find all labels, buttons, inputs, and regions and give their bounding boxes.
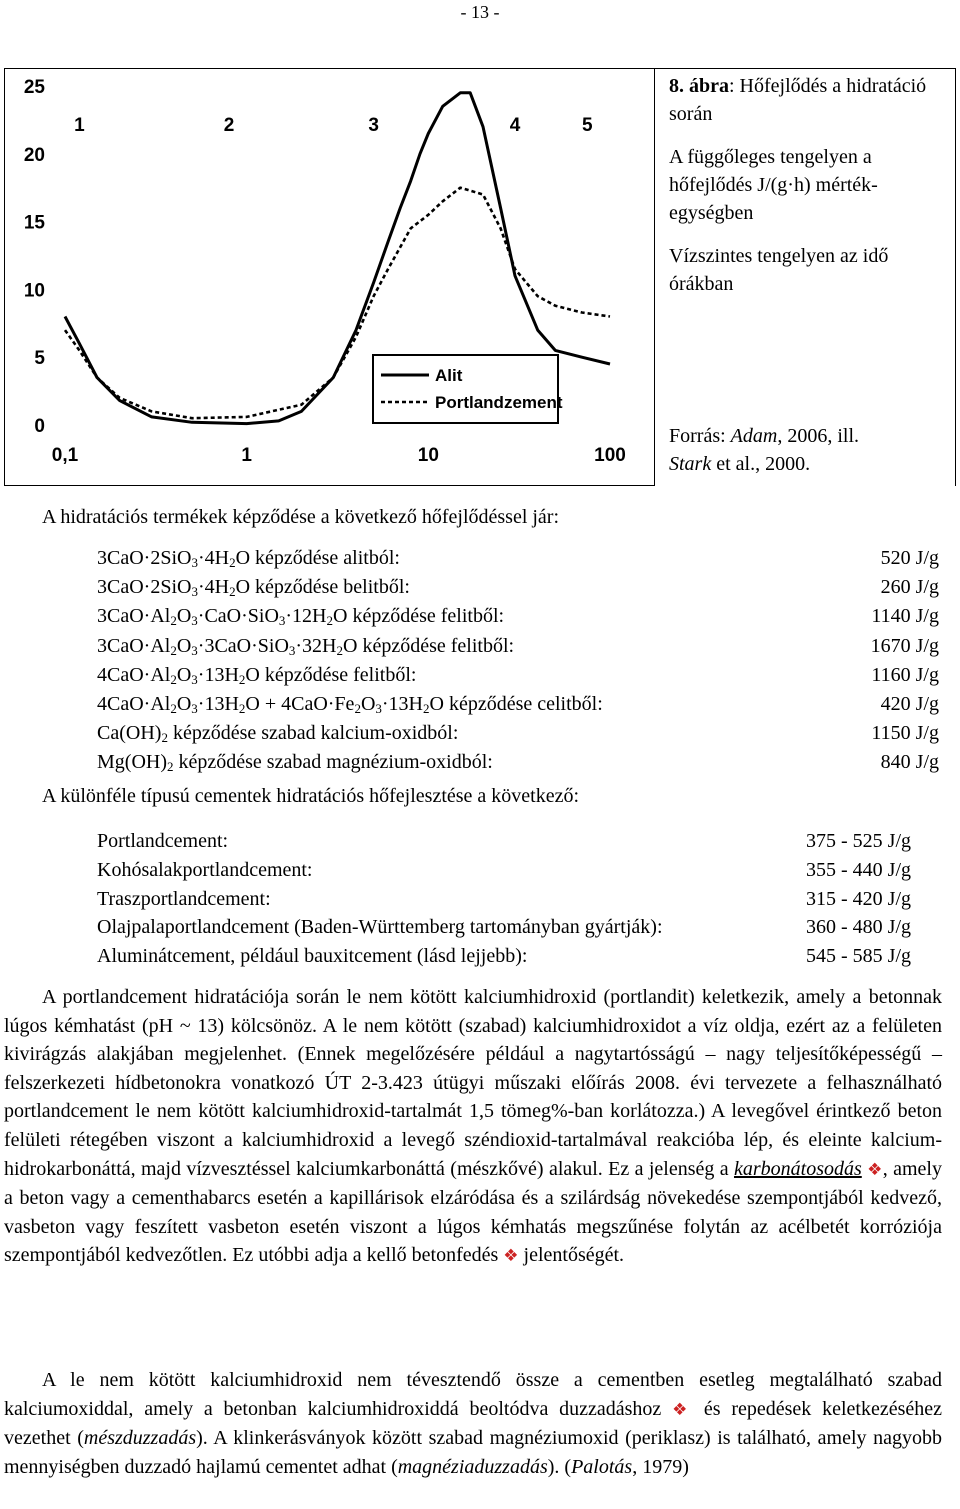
- reaction-label: $4CaO\cdot Al_2O_3\cdot 13H_2O$ képződése felitből:: [97, 663, 417, 687]
- para1-text-1: A portlandcement hidratációja során le nem kötött kalciumhidroxid (portlandit) keletkezik, amely a betonnak lúgos kémhatást (pH ~ 13) kölcsönöz. A le nem kötött (szabad) kalciumhidroxidot a víz oldja, ezért az a felületen kivirágzás alakjában megjelenhet. (Ennek megelőzésére például a nagytartósságú – nagy teljesítőképességű – felszerkezeti hídbetonokra vonatkozó ÚT 2-3.423 útügyi műszaki előírás 2008. évi tervezete a felhasználható portlandcement le nem kötött kalciumhidroxid-tartalmát 1,5 tömeg%-ban korlátozza.) A levegővel érintkező beton felületi rétegében viszont a kalciumhidroxid a levegő széndioxid-tartalmával reakcióba lép, és eleinte kalcium-hidrokarbonáttá, majd vízvesztéssel kalciumkarbonáttá (mészkővé) alakul. Ez a jelenség a: [4, 986, 942, 1180]
- cement-label: Aluminátcement, például bauxitcement (lásd lejjebb):: [97, 945, 528, 968]
- reaction-value: 260 J/g: [880, 576, 939, 599]
- x-tick-label: 1: [241, 445, 252, 466]
- reaction-row: [97, 573, 939, 602]
- reaction-row: [97, 632, 939, 661]
- y-tick-label: 5: [34, 348, 45, 370]
- reaction-row: [97, 544, 939, 573]
- legend-label: Portlandzement: [435, 393, 563, 412]
- reaction-row: [97, 661, 939, 690]
- page-number: - 13 -: [460, 2, 500, 22]
- cement-label: Kohósalakportlandcement:: [97, 858, 313, 881]
- reaction-label: $3CaO\cdot Al_2O_3\cdot 3CaO\cdot SiO_3\cdot 32H_2O$ képződése felitből:: [97, 634, 515, 658]
- y-tick-label: 15: [23, 212, 45, 234]
- y-tick-label: 0: [34, 416, 45, 437]
- reactions-intro: A hidratációs termékek képződése a következő hőfejlődéssel jár:: [42, 506, 560, 528]
- source-suffix: et al., 2000.: [711, 453, 811, 475]
- diamond-bullet-icon: ❖: [503, 1246, 519, 1267]
- x-tick-label: 100: [594, 445, 626, 466]
- phase-label: 1: [74, 115, 85, 136]
- cement-value: 355 - 440 J/g: [806, 858, 911, 881]
- cement-value: 315 - 420 J/g: [806, 887, 911, 910]
- phase-label: 2: [223, 115, 235, 136]
- reaction-value: 1140 J/g: [871, 605, 939, 628]
- reaction-value: 1150 J/g: [871, 722, 939, 745]
- x-axis-note: Vízszintes tengelyen az idő órákban: [669, 245, 889, 295]
- paragraph-lime-expansion: [4, 1366, 942, 1481]
- y-axis-note: A függőleges tengelyen a hőfejlődés J/(g·h) mérték-egységben: [669, 146, 878, 224]
- reaction-label: $3CaO\cdot 2SiO_3\cdot 4H_2O$ képződése belitből:: [97, 576, 410, 600]
- reaction-row: [97, 748, 939, 777]
- source-author-2: Stark: [669, 453, 712, 475]
- heat-evolution-chart: [5, 69, 653, 485]
- diamond-bullet-icon: ❖: [867, 1159, 883, 1180]
- figure-caption: [669, 72, 954, 128]
- phase-label: 4: [509, 115, 521, 136]
- para1-text-3: jelentőségét.: [518, 1244, 625, 1267]
- reaction-label: $3CaO\cdot 2SiO_3\cdot 4H_2O$ képződése alitból:: [97, 547, 400, 570]
- y-tick-label: 20: [23, 144, 45, 166]
- cement-value: 375 - 525 J/g: [806, 830, 911, 852]
- source-author-1: Adam: [730, 425, 778, 447]
- para2-text-5: , 1979): [632, 1455, 689, 1478]
- reaction-value: 1670 J/g: [870, 634, 939, 657]
- cement-row: [97, 885, 939, 914]
- x-tick-label: 0,1: [51, 445, 79, 466]
- cement-row: [97, 827, 939, 856]
- reaction-label: $Ca(OH)_2$ képződése szabad kalcium-oxidból:: [97, 722, 459, 746]
- phase-label: 5: [582, 115, 593, 136]
- carbonation-link[interactable]: karbonátosodás: [733, 1157, 862, 1180]
- figure-title: : Hőfejlődés a hidratáció során: [669, 75, 927, 125]
- legend-label: Alit: [435, 366, 463, 385]
- para2-text-3: ). A klinkerásványok között szabad magnéziumoxid (periklasz) is található, amely nagyobb mennyiségben duzzadó hajlamú cementet adhat (: [4, 1427, 943, 1478]
- diamond-bullet-icon: ❖: [672, 1399, 694, 1420]
- citation-author: Palotás: [571, 1455, 633, 1478]
- source-prefix: Forrás:: [669, 425, 726, 447]
- table-right-border: [955, 68, 956, 486]
- cement-value: 545 - 585 J/g: [806, 945, 911, 968]
- x-tick-label: 10: [417, 445, 439, 466]
- reaction-value: 840 J/g: [880, 751, 939, 774]
- figure-source: [669, 422, 954, 478]
- cement-label: Traszportlandcement:: [97, 887, 271, 910]
- y-tick-label: 25: [23, 77, 45, 98]
- reaction-label: $Mg(OH)_2$ képződése szabad magnézium-oxidból:: [97, 751, 493, 775]
- para2-text-1: A le nem kötött kalciumhidroxid nem tévesztendő össze a cementben esetleg megtalálható szabad kalciumoxiddal, amely a betonban kalciumhidroxiddá beoltódva duzzadáshoz: [4, 1369, 942, 1420]
- phase-label: 3: [368, 115, 379, 136]
- reaction-value: 420 J/g: [880, 693, 939, 715]
- term-magnesia-expansion: magnéziaduzzadás: [397, 1455, 548, 1478]
- cement-intro: A különféle típusú cementek hidratációs hőfejlesztése a következő:: [42, 785, 580, 807]
- cement-row: [97, 913, 939, 942]
- chart-legend: [373, 355, 558, 423]
- reaction-row: [97, 602, 939, 631]
- reaction-label: $3CaO\cdot Al_2O_3\cdot CaO\cdot SiO_3\cdot 12H_2O$ képződése felitből:: [97, 605, 505, 629]
- cement-row: [97, 856, 939, 885]
- source-mid: , 2006, ill.: [777, 425, 860, 447]
- para2-text-4: ). (: [547, 1455, 572, 1478]
- cement-row: [97, 942, 939, 971]
- reaction-label: $4CaO\cdot Al_2O_3\cdot 13H_2O + 4CaO\cdot Fe_2O_3\cdot 13H_2O$ képződése celitből:: [97, 693, 603, 716]
- para2-text-2: és repedések keletkezéséhez vezethet (: [4, 1397, 942, 1450]
- y-tick-label: 10: [23, 280, 45, 302]
- figure-label: 8. ábra: [669, 75, 729, 97]
- reaction-row: [97, 690, 939, 719]
- term-lime-expansion: mészduzzadás: [83, 1427, 197, 1450]
- para1-text-2: , amely a beton vagy a cementhabarcs esetén a kapillárisok elzáródása és a szilárdság növekedése szempontjából kedvező, vasbeton vagy feszített vasbeton esetén viszont a lúgos kémhatás megszűnése folytán az acélbetét korróziója szempontjából kedvezőtlen. Ez utóbbi adja a kellő betonfedés: [4, 1157, 942, 1267]
- paragraph-carbonation: [4, 983, 942, 1271]
- reaction-row: [97, 719, 939, 748]
- reaction-value: 1160 J/g: [871, 663, 939, 686]
- cement-label: Portlandcement:: [97, 830, 229, 852]
- cement-label: Olajpalaportlandcement (Baden-Württemberg tartományban gyártják):: [97, 916, 663, 939]
- reaction-value: 520 J/g: [880, 547, 939, 569]
- cement-value: 360 - 480 J/g: [806, 916, 911, 939]
